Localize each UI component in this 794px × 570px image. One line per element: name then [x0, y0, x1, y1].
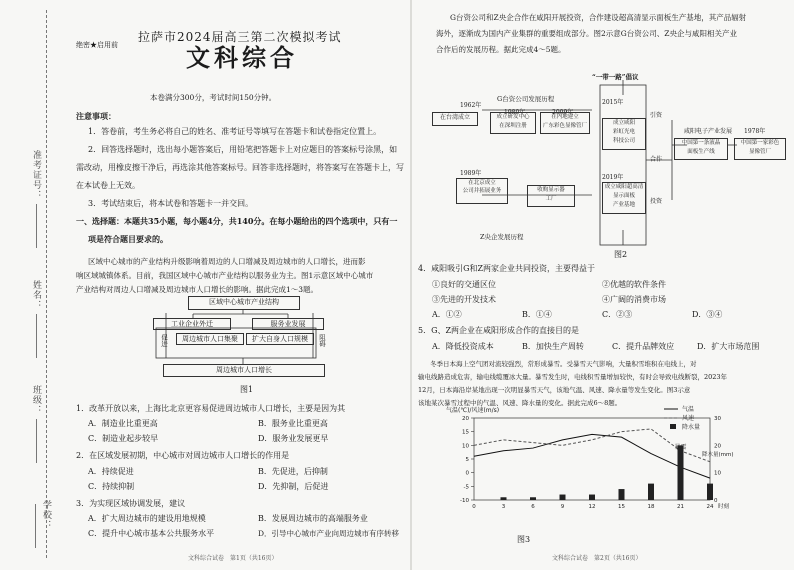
fig3-precip-bar	[589, 495, 595, 500]
fig3-y-tick-label: -5	[463, 484, 469, 491]
question-3-option: C．提升中心城市基本公共服务水平	[88, 529, 215, 538]
notice-heading: 注意事项：	[76, 111, 116, 121]
fig3-x-tick-label: 21	[677, 504, 684, 510]
fig3-legend-label: 风速	[682, 415, 695, 422]
question-4-stem: 4．咸阳吸引G和Z两家企业共同投资，主要得益于	[418, 264, 596, 273]
fig3-legend-swatch	[670, 424, 676, 429]
question-3-option: B．发展周边城市的高端服务业	[258, 514, 368, 523]
fig3-caption: 图3	[517, 535, 531, 544]
fig3-chart	[412, 0, 790, 570]
fig1-expand-scale: 扩大自身人口规模	[246, 333, 314, 345]
fig3-y2-axis-label: 降水量(mm)	[702, 452, 734, 458]
fig2-node-cluster: 成立咸阳超高清 显示面板 产业基地	[602, 182, 646, 214]
fig2-side-label: 投资	[650, 198, 663, 205]
binding-label-class: 班级：	[30, 385, 43, 463]
question-3-option: D．引导中心城市产业向周边城市有序转移	[258, 529, 400, 538]
question-5-option: A．降低投资成本	[432, 342, 494, 351]
question-5-option: B．加快生产周转	[522, 342, 584, 351]
binding-label-exam-number: 准考证号：	[30, 150, 43, 248]
question-3-option: A．扩大周边城市的建设用地规模	[88, 514, 206, 523]
fig3-x-axis-label: 时刻	[718, 504, 730, 510]
fig3-precip-bar	[530, 497, 536, 500]
passage-line: 该地某次暴雪过程中的气温、风速、降水量的变化。据此完成6～8题。	[418, 399, 622, 407]
passage-line: 输电线路造成危害，输电线缆覆冰大量。暴雪发生时，电线积雪量增加较快，有时会导致电线断裂，2023年	[418, 373, 728, 381]
fig2-node-right1: 中国第一条液晶 面板生产线	[674, 138, 728, 160]
fig2-caption: 图2	[614, 250, 628, 259]
intro-line: 海外，逐渐成为国内产业集群的重要组成部分。图2示意G台资公司、Z央企与咸阳相关产业	[436, 29, 737, 38]
notice-line: 需改动，用橡皮擦干净后，再选涂其他答案标号。回答非选择题时，将答案写在答题卡上，写	[76, 163, 404, 172]
left-page-footer: 文科综合试卷 第1页（共16页）	[188, 555, 278, 562]
question-5-option: D．扩大市场范围	[697, 342, 760, 351]
question-2-stem: 2．在区域发展初期，中心城市对周边城市人口增长的作用是	[76, 451, 290, 460]
question-4-item: ④广阔的消费市场	[602, 295, 666, 304]
fig3-x-tick-label: 0	[472, 504, 476, 510]
fig3-y-tick-label: 10	[462, 443, 469, 450]
question-4-item: ③先进的开发技术	[432, 295, 496, 304]
fig2-node-g1: 在台湾成立	[432, 112, 478, 126]
binding-label-name: 姓名：	[30, 280, 43, 358]
question-2-option: D．先抑制，后促进	[258, 482, 329, 491]
fig3-precip-bar	[501, 497, 507, 500]
section-heading: 一、选择题：本题共35小题，每小题4分，共140分。在每小题给出的四个选项中，只有一	[76, 216, 398, 226]
subject-title: 文科综合	[186, 43, 298, 72]
question-4-choice: C．②③	[602, 310, 633, 319]
fig3-series-temperature-line	[474, 434, 710, 478]
fig2-side-label: 引资	[650, 112, 663, 119]
fig2-year: 2015年	[602, 99, 624, 106]
passage-line: 区域中心城市的产业结构升级影响着周边的人口增减及周边城市的人口增长，进而影	[88, 257, 366, 266]
fig3-y2-tick-label: 20	[714, 443, 721, 450]
question-1-option: C．制造业起步较早	[88, 434, 159, 443]
fig3-legend-label: 气温	[682, 406, 695, 413]
question-4-item: ②优越的软件条件	[602, 280, 666, 289]
question-2-option: A．持续促进	[88, 467, 134, 476]
fig3-y2-tick-label: 0	[714, 498, 718, 504]
fig3-y-tick-label: 20	[462, 416, 469, 422]
fig3-legend-label: 降水量	[682, 424, 701, 431]
fig3-precip-bar	[619, 489, 625, 500]
fig3-precip-bar	[648, 484, 654, 500]
right-page	[412, 0, 790, 570]
notice-line: 2．回答选择题时，选出每小题答案后，用铅笔把答题卡上对应题目的答案标号涂黑，如	[88, 145, 398, 154]
fig2-right-top: 咸阳电子产业发展	[684, 128, 733, 135]
passage-line: 产业结构对周边人口增减及周边城市人口增长的影响。据此完成1～3题。	[76, 285, 319, 294]
binding-dashed-line	[46, 10, 47, 558]
fig2-year: 2019年	[602, 174, 624, 181]
question-1-option: B．服务业比重更高	[258, 419, 328, 428]
fig1-hinder-label: 阻碍	[318, 334, 326, 347]
section-heading-cont: 项是符合题目要求的。	[88, 234, 168, 244]
right-page-footer: 文科综合试卷 第2页（共16页）	[552, 555, 642, 562]
left-page	[58, 0, 408, 570]
fig2-year: 1962年	[460, 102, 482, 109]
exam-meta: 本卷满分300分，考试时间150分钟。	[150, 93, 277, 102]
question-1-stem: 1．改革开放以来，上海比北京更容易促进周边城市人口增长，主要是因为其	[76, 404, 346, 413]
fig3-x-tick-label: 18	[647, 504, 655, 510]
question-2-option: C．持续抑制	[88, 482, 135, 491]
passage-line: 响区域城镇体系。目前，我国区域中心城市产业结构以服务业为主。图1示意区域中心城市	[76, 271, 374, 280]
fig3-y-tick-label: 5	[465, 457, 469, 463]
fig2-year: 1989年	[460, 170, 482, 177]
fig1-bottom-box: 周边城市人口增长	[163, 364, 325, 377]
secret-tag: 绝密★启用前	[76, 41, 118, 49]
fig2-year: 1978年	[744, 128, 766, 135]
fig2-node-right2: 中国第一家彩色 显像管厂	[734, 138, 786, 160]
fig2-node-z1: 在北京成立 公司并拓展业务	[456, 178, 508, 204]
exam-title: 拉萨市2024届高三第二次模拟考试	[138, 30, 342, 44]
passage-line: 12月，日本海沿岸某地出现一次明显暴雪天气，该地气温、风速、降水量等发生变化。图3示意	[418, 386, 691, 394]
question-3-stem: 3．为实现区域协调发展，建议	[76, 499, 186, 508]
binding-strip	[0, 0, 60, 570]
fig1-agglomeration: 周边城市人口集聚	[176, 333, 244, 345]
fig3-x-tick-label: 6	[531, 504, 535, 510]
fig3-y-axis-label: 气温(℃)/风速(m/s)	[446, 407, 500, 414]
fig3-y2-tick-label: 10	[714, 470, 721, 477]
fig1-service-develop: 服务业发展	[252, 318, 324, 330]
fig2-z-history: Z央企发展历程	[480, 233, 524, 241]
notice-line: 在本试卷上无效。	[76, 181, 140, 190]
fig3-precip-bar	[560, 495, 566, 500]
fig2-belt-road: “一带一路”倡议	[592, 73, 639, 81]
question-5-option: C．提升品牌效应	[612, 342, 675, 351]
fig3-x-tick-label: 9	[560, 504, 565, 510]
fig3-y-tick-label: 15	[462, 429, 469, 436]
fig1-promote-label: 促进	[160, 334, 168, 347]
fig1-top-box: 区域中心城市产业结构	[188, 296, 300, 310]
fig2-node-g3: 在内地建立 广东彩色显像管厂	[540, 112, 590, 134]
question-4-choice: D．③④	[692, 310, 723, 319]
question-1-option: A．制造业比重更高	[88, 419, 158, 428]
fig2-node-center: 成立咸阳 彩虹光电 科技公司	[602, 118, 646, 150]
fig3-x-tick-label: 12	[588, 504, 596, 510]
binding-label-school: 学校：	[30, 500, 53, 570]
notice-line: 3．考试结束后，将本试卷和答题卡一并交回。	[88, 199, 254, 208]
fig3-x-tick-label: 24	[706, 504, 714, 510]
fig3-annotation: 暴雪	[674, 443, 687, 451]
fig2-node-g2: 成立研发中心 在深圳注册	[490, 112, 536, 134]
notice-line: 1．答卷前，考生务必将自己的姓名、准考证号等填写在答题卡和试卷指定位置上。	[88, 127, 382, 136]
intro-line: 合作后的发展历程。据此完成4～5题。	[436, 45, 566, 54]
fig1-caption: 图1	[240, 385, 254, 394]
intro-line: G台资公司和Z央企合作在咸阳开展投资，合作建设超高清显示面板生产基地，其产品辐射	[450, 13, 747, 22]
question-4-choice: B．①④	[522, 310, 552, 319]
fig3-precip-bar	[678, 445, 684, 500]
fig2-g-history: G台资公司发展历程	[497, 95, 555, 103]
fig2-node-z2: 收购显示器 工厂	[527, 185, 575, 207]
fig2-year: 1980年	[504, 109, 526, 116]
fig3-y-tick-label: 0	[465, 470, 469, 477]
fig3-x-tick-label: 3	[501, 504, 506, 510]
fig3-precip-bar	[707, 484, 713, 500]
question-4-item: ①良好的交通区位	[432, 280, 496, 289]
fig1-industry-move: 工业企业外迁	[153, 318, 231, 330]
question-5-stem: 5．G、Z两企业在咸阳形成合作的直接目的是	[418, 326, 580, 335]
fig2-side-label: 合作	[650, 156, 663, 163]
question-4-choice: A．①②	[432, 310, 462, 319]
fig3-y2-tick-label: 30	[714, 416, 721, 422]
fig3-plot-frame	[474, 418, 710, 500]
question-1-option: D．服务业发展更早	[258, 434, 329, 443]
fig2-year: 2009年	[552, 109, 574, 116]
passage-line: 冬季日本海上空气团对流较强烈，常形成暴雪。受暴雪天气影响，大量积雪堆积在电线上，对	[430, 360, 697, 368]
fig3-y-tick-label: -10	[460, 498, 469, 504]
question-2-option: B．先促进，后抑制	[258, 467, 328, 476]
fig3-x-tick-label: 15	[618, 504, 625, 510]
